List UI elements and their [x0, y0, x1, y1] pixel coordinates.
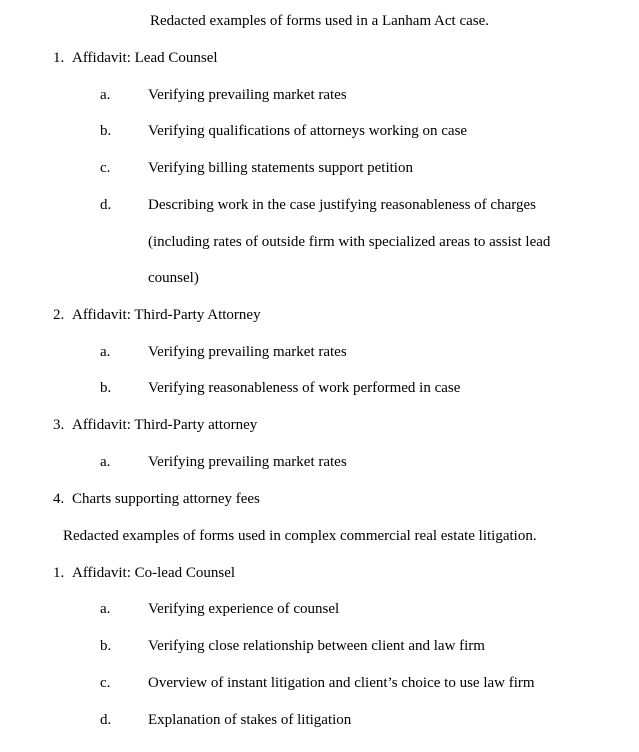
sub-item-letter: b. — [100, 638, 112, 654]
sub-item-letter: c. — [100, 160, 111, 176]
sub-item-text: Overview of instant litigation and client’s choice to use law firm — [148, 675, 535, 691]
sub-item-text: Verifying qualifications of attorneys working on case — [148, 123, 468, 139]
item-label: Charts supporting attorney fees — [72, 491, 260, 507]
sub-item-letter: b. — [100, 123, 112, 139]
item-label: Affidavit: Third-Party attorney — [72, 417, 258, 433]
item-number: 3. — [53, 417, 65, 433]
sub-item-text: counsel) — [148, 270, 199, 286]
sub-item-text: Verifying prevailing market rates — [148, 344, 347, 360]
item-number: 2. — [53, 307, 65, 323]
item-label: Affidavit: Lead Counsel — [72, 50, 218, 66]
sub-item-text: Verifying billing statements support petition — [148, 160, 413, 176]
sub-item-text: Explanation of stakes of litigation — [148, 712, 352, 728]
sub-item-letter: b. — [100, 380, 112, 396]
sub-item-letter: d. — [100, 712, 112, 728]
sub-item-letter: a. — [100, 344, 111, 360]
section-heading: Redacted examples of forms used in complex commercial real estate litigation. — [63, 528, 537, 544]
sub-item-letter: a. — [100, 601, 111, 617]
sub-item-text: Verifying close relationship between client and law firm — [148, 638, 485, 654]
sub-item-letter: d. — [100, 197, 112, 213]
item-number: 1. — [53, 565, 65, 581]
item-label: Affidavit: Third-Party Attorney — [72, 307, 261, 323]
item-number: 1. — [53, 50, 65, 66]
item-label: Affidavit: Co-lead Counsel — [72, 565, 236, 581]
sub-item-letter: a. — [100, 87, 111, 103]
sub-item-text: Verifying prevailing market rates — [148, 454, 347, 470]
sub-item-text: Verifying prevailing market rates — [148, 87, 347, 103]
sub-item-text: Describing work in the case justifying reasonableness of charges — [148, 197, 536, 213]
section-heading: Redacted examples of forms used in a Lanham Act case. — [149, 13, 490, 29]
sub-item-text: (including rates of outside firm with specialized areas to assist lead — [148, 234, 551, 250]
item-number: 4. — [53, 491, 65, 507]
sub-item-text: Verifying reasonableness of work performed in case — [148, 380, 461, 396]
sub-item-letter: c. — [100, 675, 111, 691]
sub-item-letter: a. — [100, 454, 111, 470]
sub-item-text: Verifying experience of counsel — [148, 601, 340, 617]
